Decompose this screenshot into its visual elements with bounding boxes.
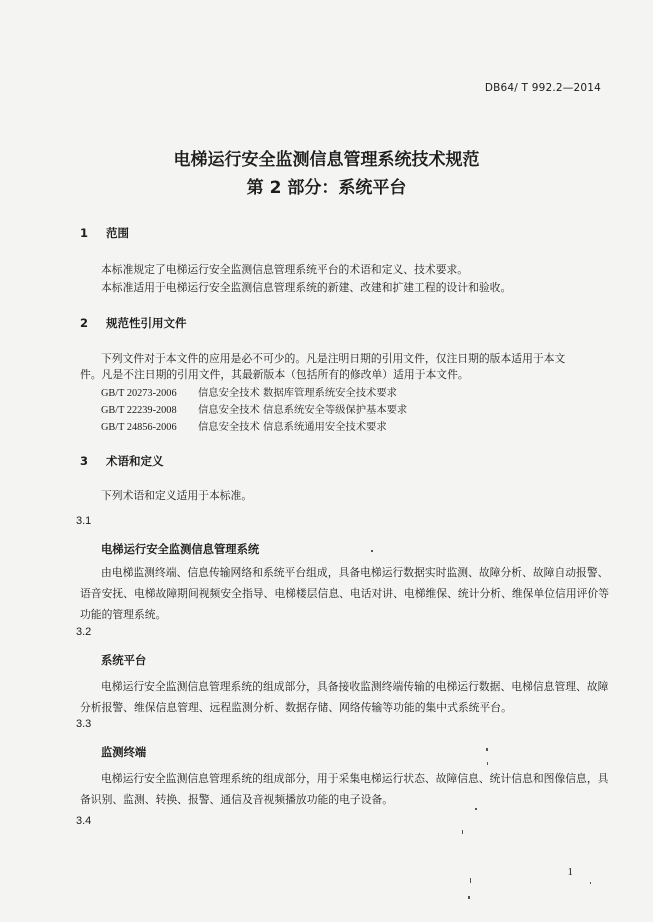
terms-intro: 下列术语和定义适用于本标准。 xyxy=(101,489,253,502)
reference-item: GB/T 22239-2008 信息安全技术 信息系统安全等级保护基本要求 xyxy=(101,404,408,416)
scan-speck xyxy=(468,896,470,899)
section-heading-scope: 1 范围 xyxy=(80,226,129,240)
page-number: 1 xyxy=(567,866,573,878)
normative-intro-line: 件。凡是不注日期的引用文件，其最新版本（包括所有的修改单）适用于本文件。 xyxy=(80,368,469,381)
scan-speck xyxy=(475,808,477,810)
section-heading-terms: 3 术语和定义 xyxy=(80,454,164,468)
term-number: 3.1 xyxy=(76,515,92,527)
reference-item: GB/T 24856-2006 信息安全技术 信息系统通用安全技术要求 xyxy=(101,421,387,433)
scan-speck xyxy=(590,882,591,884)
term-name: 系统平台 xyxy=(101,654,147,667)
term-number: 3.2 xyxy=(76,626,92,638)
scan-speck xyxy=(462,830,463,834)
scan-speck xyxy=(487,762,488,765)
normative-intro-line: 下列文件对于本文件的应用是必不可少的。凡是注明日期的引用文件，仅注日期的版本适用于本文 xyxy=(101,352,566,365)
reference-item: GB/T 20273-2006 信息安全技术 数据库管理系统安全技术要求 xyxy=(101,387,397,399)
scope-paragraph: 本标准适用于电梯运行安全监测信息管理系统的新建、改建和扩建工程的设计和验收。 xyxy=(101,281,512,294)
document-title: 电梯运行安全监测信息管理系统技术规范 xyxy=(173,150,480,170)
term-number: 3.3 xyxy=(76,718,92,730)
term-name: 电梯运行安全监测信息管理系统 xyxy=(101,543,260,556)
term-definition: 电梯运行安全监测信息管理系统的组成部分，用于采集电梯运行状态、故障信息、统计信息和图像信息，具备识别、监测、转换、报警、通信及音视频播放功能的电子设备。 xyxy=(80,772,609,806)
term-name: 监测终端 xyxy=(101,746,147,759)
scope-paragraph: 本标准规定了电梯运行安全监测信息管理系统平台的术语和定义、技术要求。 xyxy=(101,263,469,276)
term-number: 3.4 xyxy=(76,815,92,827)
term-definition: 由电梯监测终端、信息传输网络和系统平台组成，具备电梯运行数据实时监测、故障分析、故障自动报警、语音安抚、电梯故障期间视频安全指导、电梯楼层信息、电话对讲、电梯维保、统计分析、维保单位信用评价等功能的管理系统。 xyxy=(80,566,610,621)
document-subtitle: 第 2 部分：系统平台 xyxy=(246,178,407,198)
section-heading-normative-refs: 2 规范性引用文件 xyxy=(80,316,187,330)
scan-speck xyxy=(470,878,471,883)
scan-speck xyxy=(371,550,373,552)
standard-number: DB64/ T 992.2—2014 xyxy=(484,82,601,94)
term-definition: 电梯运行安全监测信息管理系统的组成部分，具备接收监测终端传输的电梯运行数据、电梯信息管理、故障分析报警、维保信息管理、远程监测分析、数据存储、网络传输等功能的集中式系统平台。 xyxy=(80,680,609,714)
scan-speck xyxy=(486,748,488,751)
